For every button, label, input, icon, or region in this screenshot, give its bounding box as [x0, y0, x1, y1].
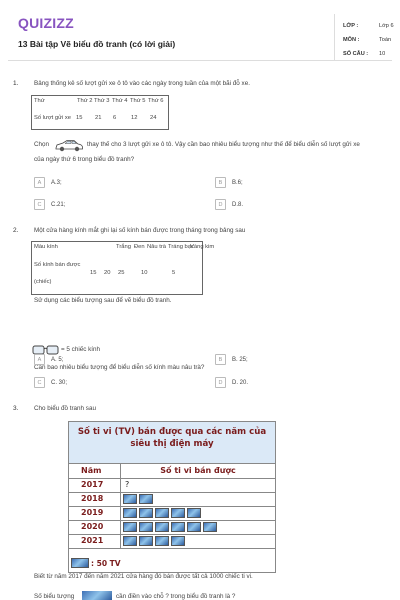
q1-option-c[interactable]: [34, 199, 65, 210]
table-cell: Thứ 2: [77, 98, 93, 104]
tv-icon: [139, 536, 153, 546]
table-cell: Nâu trà: [147, 244, 167, 250]
tv-icon: [71, 558, 89, 568]
q2-option-d[interactable]: [215, 377, 248, 388]
table-cell: Thứ: [34, 98, 45, 104]
pictograph-row: [69, 478, 275, 493]
tv-icon: [155, 522, 169, 532]
question-2-number: 2.: [13, 227, 19, 234]
option-letter-box: C: [34, 199, 45, 210]
pictograph-icons: [123, 508, 201, 518]
table-cell: Đen: [134, 244, 145, 250]
q1-option-b[interactable]: [215, 177, 243, 188]
tv-icon: [123, 494, 137, 504]
table-cell: Trắng: [116, 244, 131, 250]
table-cell: 20: [104, 270, 111, 276]
table-cell: Tráng bạc: [168, 244, 194, 250]
option-letter-box: D: [215, 199, 226, 210]
car-icon: [54, 139, 84, 152]
table-cell: Thứ 5: [130, 98, 146, 104]
meta-grade: LỚP : Lớp 6: [343, 23, 394, 29]
option-text: A.3;: [51, 179, 62, 186]
question-3-number: 3.: [13, 405, 19, 412]
pictograph-icons: [123, 536, 185, 546]
question-1-text-a: thay thế cho 3 lượt gửi xe ô tô. Vậy cần bao nhiêu biểu tượng như thế để biểu diễn số lượt gửi xe: [87, 141, 360, 148]
tv-icon: [187, 508, 201, 518]
quizizz-logo: QUIZIZZ: [18, 15, 74, 31]
option-text: C. 30;: [51, 379, 68, 386]
tv-icon: [171, 522, 185, 532]
pictograph-year: 2021: [69, 534, 121, 548]
year-column-header: Năm: [69, 464, 121, 478]
option-text: B.6;: [232, 179, 243, 186]
pictograph-key-label: : 50 TV: [91, 558, 121, 568]
table-cell: Thứ 6: [148, 98, 164, 104]
q2-option-a[interactable]: [34, 354, 63, 365]
option-letter-box: B: [215, 177, 226, 188]
question-3-footer-2a: Số biểu tượng: [34, 593, 75, 600]
question-3-footer-1: Biết từ năm 2017 đến năm 2021 cửa hàng đó bán được tất cả 1000 chiếc ti vi.: [34, 573, 253, 580]
option-letter-box: B: [215, 354, 226, 365]
table-cell: 21: [95, 115, 102, 121]
question-1-text-b: của ngày thứ 6 trong biểu đồ tranh?: [34, 156, 135, 163]
option-letter-box: D: [215, 377, 226, 388]
question-2-question: Cần bao nhiêu biểu tượng để biểu diễn số kính màu nâu trà?: [34, 364, 205, 371]
q1-option-a[interactable]: [34, 177, 62, 188]
table-cell: 6: [113, 115, 117, 121]
option-letter-box: A: [34, 177, 45, 188]
pictograph-title: Số ti vi (TV) bán được qua các năm của siêu thị điện máy: [69, 422, 275, 464]
pictograph-row: [69, 520, 275, 535]
unknown-marker: ?: [125, 480, 130, 489]
pictograph-year: 2017: [69, 478, 121, 492]
option-letter-box: A: [34, 354, 45, 365]
meta-panel: [334, 14, 400, 60]
table-cell: Thứ 3: [94, 98, 110, 104]
tv-icon: [155, 508, 169, 518]
worksheet-header: [8, 8, 392, 61]
pictograph-year: 2020: [69, 520, 121, 534]
table-cell: Số kính bán được: [34, 262, 81, 268]
table-cell: Màu kính: [34, 244, 58, 250]
tv-icon: [139, 494, 153, 504]
option-letter-box: C: [34, 377, 45, 388]
option-text: B. 25;: [232, 356, 248, 363]
question-1-table: [31, 95, 169, 130]
table-cell: Số lượt gửi xe: [34, 115, 72, 121]
tv-icon: [171, 536, 185, 546]
table-cell: Thứ 4: [112, 98, 128, 104]
tv-icon: [203, 522, 217, 532]
question-3-prompt: Cho biểu đồ tranh sau: [34, 405, 96, 412]
pictograph-year: 2018: [69, 492, 121, 506]
option-text: C.21;: [51, 201, 66, 208]
option-text: A. 5;: [51, 356, 64, 363]
question-2-table: [31, 241, 215, 295]
pictograph-row: [69, 506, 275, 521]
table-cell: 10: [141, 270, 148, 276]
table-cell: 15: [90, 270, 97, 276]
tv-icon: [139, 522, 153, 532]
pictograph-row: [69, 534, 275, 549]
question-1-prompt: Bảng thống kê số lượt gửi xe ô tô vào các ngày trong tuần của một bãi đỗ xe.: [34, 80, 250, 87]
worksheet-title: 13 Bài tập Vẽ biểu đồ tranh (có lời giải): [18, 39, 176, 49]
meta-subject: MÔN : Toán: [343, 37, 392, 43]
tv-icon: [187, 522, 201, 532]
tv-icon: [171, 508, 185, 518]
pictograph-header-row: [69, 464, 275, 479]
tv-icon: [139, 508, 153, 518]
pictograph-year: 2019: [69, 506, 121, 520]
q1-option-d[interactable]: [215, 199, 243, 210]
table-cell: (chiếc): [34, 279, 52, 285]
table-cell: Vàng kim: [190, 244, 215, 250]
pictograph-key: [71, 558, 121, 568]
tv-icon: [82, 591, 112, 600]
question-1-number: 1.: [13, 80, 19, 87]
table-cell: 15: [76, 115, 83, 121]
q2-option-b[interactable]: [215, 354, 248, 365]
pictograph-row: [69, 492, 275, 507]
tv-icon: [123, 536, 137, 546]
tv-icon: [155, 536, 169, 546]
question-2-legend: = 5 chiếc kính: [61, 346, 101, 353]
question-1-choose: Chọn: [34, 141, 50, 148]
count-column-header: Số ti vi bán được: [160, 466, 236, 475]
tv-pictograph: [68, 421, 276, 573]
question-3-footer-2b: cần điền vào chỗ ? trong biểu đồ tranh là ?: [116, 593, 236, 600]
table-cell: 24: [150, 115, 157, 121]
tv-icon: [123, 522, 137, 532]
pictograph-icons: [123, 522, 217, 532]
meta-question-count: SỐ CÂU : 10: [343, 51, 386, 57]
table-cell: 25: [118, 270, 125, 276]
q2-option-c[interactable]: [34, 377, 67, 388]
option-text: D.8.: [232, 201, 244, 208]
question-2-prompt: Một cửa hàng kính mắt ghi lại số kính bán được trong tháng trong bảng sau: [34, 227, 246, 234]
question-2-use-text: Sử dụng các biểu tượng sau để vẽ biểu đồ tranh.: [34, 297, 172, 304]
table-cell: 12: [131, 115, 138, 121]
tv-icon: [123, 508, 137, 518]
pictograph-icons: [123, 494, 153, 504]
option-text: D. 20.: [232, 379, 249, 386]
table-cell: 5: [172, 270, 176, 276]
